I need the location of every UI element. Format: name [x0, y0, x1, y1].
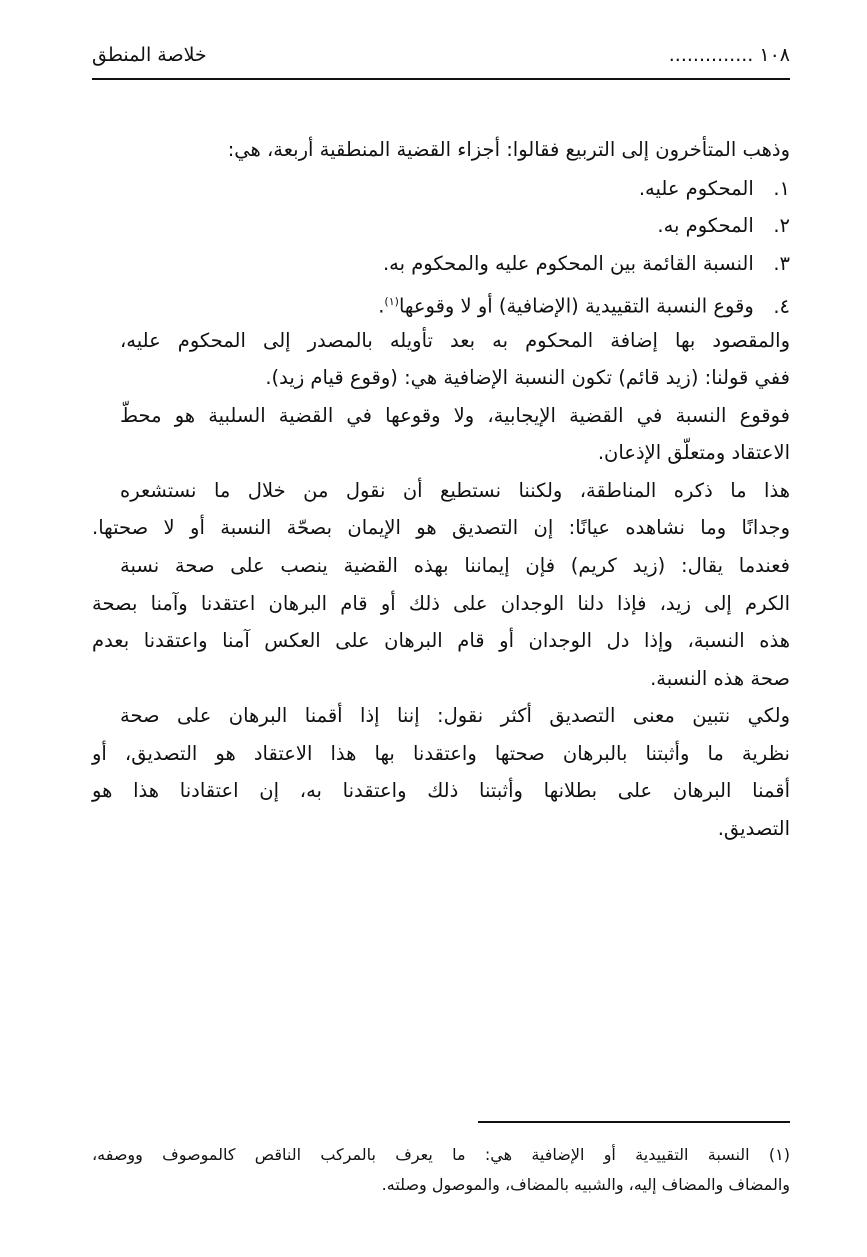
text-line: ولكي نتبين معنى التصديق أكثر نقول: إننا إذا أقمنا البرهان على صحة	[120, 704, 790, 727]
text-line: نظرية ما وأثبتنا بالبرهان صحتها واعتقدنا بها هذا الاعتقاد هو التصديق، أو	[92, 742, 790, 765]
text-line: وجدانًا وما نشاهده عيانًا: إن التصديق هو الإيمان بصحّة النسبة أو لا صحتها.	[92, 516, 790, 539]
footnote-line: (١) النسبة التقييدية أو الإضافية هي: ما يعرف بالمركب الناقص كالموصوف ووصفه،	[92, 1145, 790, 1164]
list-item: ١. المحكوم عليه.	[638, 177, 790, 200]
list-item: ٤. وقوع النسبة التقييدية (الإضافية) أو لا وقوعها$^{(١)}$.	[378, 294, 790, 318]
text-line: التصديق.	[717, 817, 790, 840]
text-line: أقمنا البرهان على بطلانها وأثبتنا ذلك واعتقدنا به، إن اعتقادنا هذا هو	[92, 779, 790, 802]
list-item: ٢. المحكوم به.	[657, 214, 790, 237]
text-line: فوقوع النسبة في القضية الإيجابية، ولا وقوعها في القضية السلبية هو محطّ	[120, 404, 790, 427]
text-line: هذه النسبة، وإذا دل الوجدان أو قام البرهان على العكس آمنا واعتقدنا بعدم	[92, 629, 790, 652]
intro-line: وذهب المتأخرون إلى التربيع فقالوا: أجزاء القضية المنطقية أربعة، هي:	[227, 138, 790, 161]
text-line: صحة هذه النسبة.	[650, 667, 790, 690]
footnote-ref[interactable]: (١)	[384, 295, 399, 308]
footnote-line: والمضاف والمضاف إليه، والشبيه بالمضاف، والموصول وصلته.	[381, 1175, 790, 1194]
book-title: خلاصة المنطق	[92, 44, 207, 66]
text-line: الكرم إلى زيد، فإذا دلنا الوجدان على ذلك أو قام البرهان اعتقدنا وآمنا بصحة	[92, 592, 790, 615]
text-line: فعندما يقال: (زيد كريم) فإن إيماننا بهذه القضية ينصب على صحة نسبة	[120, 554, 790, 577]
running-header	[92, 38, 790, 72]
footnote-separator	[478, 1121, 790, 1123]
text-line: الاعتقاد ومتعلّق الإذعان.	[597, 441, 790, 464]
page-number: ١٠٨ ..............	[668, 44, 790, 66]
header-rule	[92, 78, 790, 80]
text-line: هذا ما ذكره المناطقة، ولكننا نستطيع أن نقول من خلال ما نستشعره	[120, 479, 790, 502]
list-item: ٣. النسبة القائمة بين المحكوم عليه والمحكوم به.	[382, 252, 790, 275]
text-line: والمقصود بها إضافة المحكوم به بعد تأويله بالمصدر إلى المحكوم عليه،	[120, 329, 790, 352]
text-line: ففي قولنا: (زيد قائم) تكون النسبة الإضافية هي: (وقوع قيام زيد).	[265, 366, 790, 389]
